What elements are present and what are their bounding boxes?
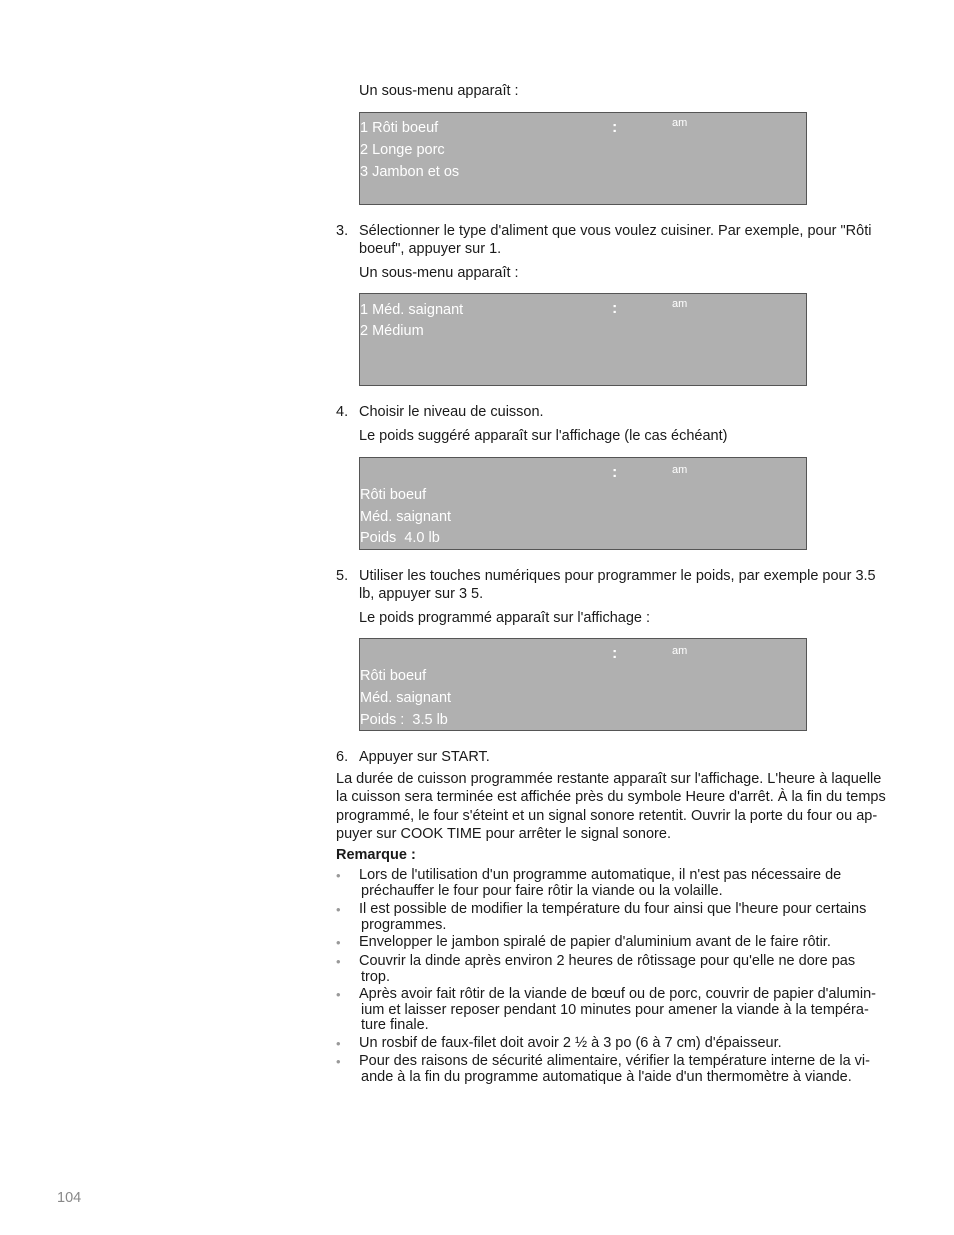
list-item-line: Il est possible de modifier la température du four ainsi que l'heure pour certains: [359, 901, 867, 917]
am-indicator: am: [672, 298, 688, 310]
list-item-line: ande à la fin du programme automatique à l'aide d'un thermomètre à viande.: [361, 1068, 852, 1085]
step-number: 5.: [336, 568, 349, 584]
step-5-text: [359, 567, 876, 603]
list-item-line: Après avoir fait rôtir de la viande de bœuf ou de porc, couvrir de papier d'alumin-: [359, 986, 876, 1002]
list-item-line: Envelopper le jambon spiralé de papier d'aluminium avant de le faire rôtir.: [359, 934, 831, 950]
clock-colon: :: [612, 119, 618, 136]
step-text-line: Sélectionner le type d'aliment que vous voulez cuisiner. Par exemple, pour "Rôti: [359, 223, 872, 239]
clock-colon: :: [612, 464, 618, 481]
display-line: Rôti boeuf: [360, 668, 427, 684]
oven-display-1: [359, 112, 807, 205]
bullet-glyph: •: [336, 935, 341, 950]
list-item: [359, 1054, 904, 1085]
paragraph-line: puyer sur COOK TIME pour arrêter le signal sonore.: [336, 825, 671, 842]
display-line: Méd. saignant: [360, 509, 452, 525]
am-indicator: am: [672, 645, 688, 657]
bullet-glyph: •: [336, 1036, 341, 1051]
clock-colon: :: [612, 300, 618, 317]
list-item-line: préchauffer le four pour faire rôtir la viande ou la volaille.: [361, 882, 723, 899]
list-item-line: trop.: [361, 968, 391, 985]
list-item: [359, 935, 904, 951]
display-line: 1 Rôti boeuf: [360, 120, 439, 136]
bullet-glyph: •: [336, 954, 341, 969]
list-item-line: ture finale.: [361, 1017, 429, 1033]
step-number: 6.: [336, 749, 349, 765]
list-item-line: programmes.: [361, 916, 447, 933]
list-item-line: ium et laisser reposer pendant 10 minutes pour amener la viande à la tempéra-: [361, 1001, 869, 1018]
list-item-line: Pour des raisons de sécurité alimentaire, vérifier la température interne de la vi-: [359, 1053, 870, 1069]
intro-text-1: Un sous-menu apparaît :: [359, 83, 519, 99]
display-line: Rôti boeuf: [360, 487, 427, 503]
list-item: [359, 954, 904, 985]
step-text-line: lb, appuyer sur 3 5.: [359, 586, 484, 602]
step-6-text: Appuyer sur START.: [359, 749, 490, 765]
list-item-line: Couvrir la dinde après environ 2 heures de rôtissage pour qu'elle ne dore pas: [359, 953, 856, 969]
oven-display-4: [359, 638, 807, 731]
step-text-line: Utiliser les touches numériques pour programmer le poids, par exemple pour 3.5: [359, 568, 876, 584]
am-indicator: am: [672, 464, 688, 476]
step-4-text: Choisir le niveau de cuisson.: [359, 404, 544, 420]
intro-text-3: Le poids suggéré apparaît sur l'affichage (le cas échéant): [359, 428, 728, 444]
step-number: 4.: [336, 404, 349, 420]
display-line: 3 Jambon et os: [360, 164, 460, 180]
display-line: Poids : 3.5 lb: [360, 712, 448, 728]
step-text-line: boeuf", appuyer sur 1.: [359, 241, 502, 257]
list-item: [359, 902, 904, 933]
list-item: [359, 1036, 904, 1052]
list-item-line: Un rosbif de faux-filet doit avoir 2 ½ à 3 po (6 à 7 cm) d'épaisseur.: [359, 1035, 782, 1051]
list-item: [359, 987, 904, 1034]
display-line: Poids 4.0 lb: [360, 530, 440, 546]
bullet-glyph: •: [336, 987, 341, 1002]
oven-display-3: [359, 457, 807, 550]
paragraph-line: la cuisson sera terminée est affichée près du symbole Heure d'arrêt. À la fin du temps: [336, 789, 886, 806]
cooking-paragraph: [336, 770, 902, 843]
intro-text-4: Le poids programmé apparaît sur l'affichage :: [359, 610, 651, 626]
paragraph-line: La durée de cuisson programmée restante apparaît sur l'affichage. L'heure à laquelle: [336, 771, 882, 787]
display-line: 1 Méd. saignant: [360, 302, 464, 318]
bullet-glyph: •: [336, 902, 341, 917]
list-item-line: Lors de l'utilisation d'un programme automatique, il n'est pas nécessaire de: [359, 867, 842, 883]
bullet-glyph: •: [336, 868, 341, 883]
remark-title: Remarque :: [336, 847, 416, 863]
display-line: 2 Longe porc: [360, 142, 445, 158]
bullet-glyph: •: [336, 1054, 341, 1069]
step-3-text: [359, 222, 871, 258]
display-line: 2 Médium: [360, 323, 424, 339]
list-item: [359, 868, 904, 899]
page-number: 104: [57, 1190, 82, 1206]
am-indicator: am: [672, 117, 688, 129]
paragraph-line: programmé, le four s'éteint et un signal sonore retentit. Ouvrir la porte du four ou ap-: [336, 807, 878, 824]
step-number: 3.: [336, 223, 349, 239]
oven-display-2: [359, 293, 807, 386]
clock-colon: :: [612, 645, 618, 662]
display-line: Méd. saignant: [360, 690, 452, 706]
intro-text-2: Un sous-menu apparaît :: [359, 265, 519, 281]
